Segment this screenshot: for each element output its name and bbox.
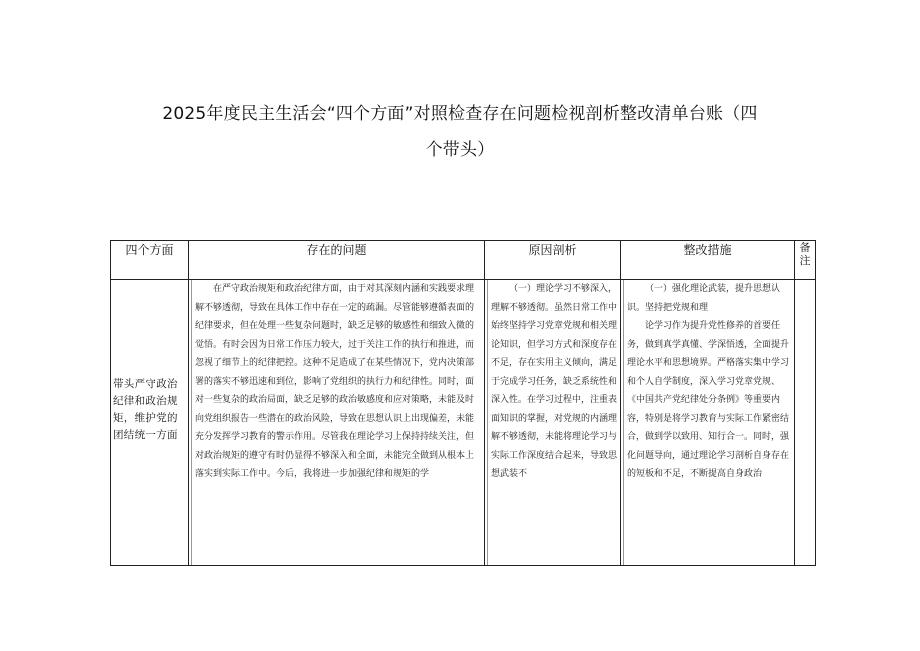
table-header-row xyxy=(111,241,816,280)
page-title-line1: 2025年度民主生活会“四个方面”对照检查存在问题检视剖析整改清单台账（四 xyxy=(162,104,758,124)
table-row xyxy=(111,280,816,566)
cell-note xyxy=(795,280,816,566)
rectification-ledger-table xyxy=(110,240,816,566)
header-causes: 原因剖析 xyxy=(485,241,621,280)
measures-text-2: 论学习作为提升党性修养的首要任务，做到真学真懂、学深悟透，全面提升理论水平和思想境界。严格落实集中学习和个人自学制度，深入学习党章党规、《中国共产党纪律处分条例》等重要内容，特别是将学习教育与实际工作紧密结合，做到学以致用、知行合一。同时，强化问题导向，通过理论学习剖析自身存在的短板和不足，不断提高自身政治 xyxy=(627,321,790,479)
header-note: 备注 xyxy=(795,241,816,280)
page-title-line2: 个带头） xyxy=(425,140,495,160)
header-aspect: 四个方面 xyxy=(111,241,189,280)
cell-causes xyxy=(485,280,621,566)
problems-text: 在严守政治规矩和政治纪律方面，由于对其深刻内涵和实践要求理解不够透彻，导致在具体工作中存在一定的疏漏。尽管能够遵循表面的纪律要求，但在处理一些复杂问题时，缺乏足够的敏感性和细致入微的觉悟。有时会因为日常工作压力较大，过于关注工作的执行和推进，而忽视了细节上的纪律把控。这种不足造成了在某些情况下，党内决策部署的落实不够迅速和到位，影响了党组织的执行力和纪律性。同时，面对一些复杂的政治局面，缺乏足够的政治敏感度和应对策略，未能及时向党组织报告一些潜在的政治风险，导致在思想认识上出现偏差，未能充分发挥学习教育的警示作用。尽管我在理论学习上保持持续关注，但对政治规矩的遵守有时仍显得不够深入和全面，未能完全做到从根本上落实到实际工作中。今后，我将进一步加强纪律和规矩的学 xyxy=(195,284,475,479)
measures-text-1: （一）强化理论武装，提升思想认识。坚持把党规和理 xyxy=(627,284,781,313)
causes-text: （一）理论学习不够深入，理解不够透彻。虽然日常工作中始终坚持学习党章党规和相关理论知识，但学习方式和深度存在不足，存在实用主义倾向，满足于完成学习任务，缺乏系统性和深入性。在学习过程中，注重表面知识的掌握，对党规的内涵理解不够透彻，未能将理论学习与实际工作深度结合起来，导致思想武装不 xyxy=(491,284,618,479)
header-problems: 存在的问题 xyxy=(189,241,485,280)
cell-problems xyxy=(189,280,485,566)
page-title xyxy=(120,96,800,168)
cell-measures xyxy=(621,280,795,566)
aspect-text: 带头严守政治纪律和政治规矩，维护党的团结统一方面 xyxy=(113,378,178,441)
cell-aspect xyxy=(111,280,189,566)
header-measures: 整改措施 xyxy=(621,241,795,280)
